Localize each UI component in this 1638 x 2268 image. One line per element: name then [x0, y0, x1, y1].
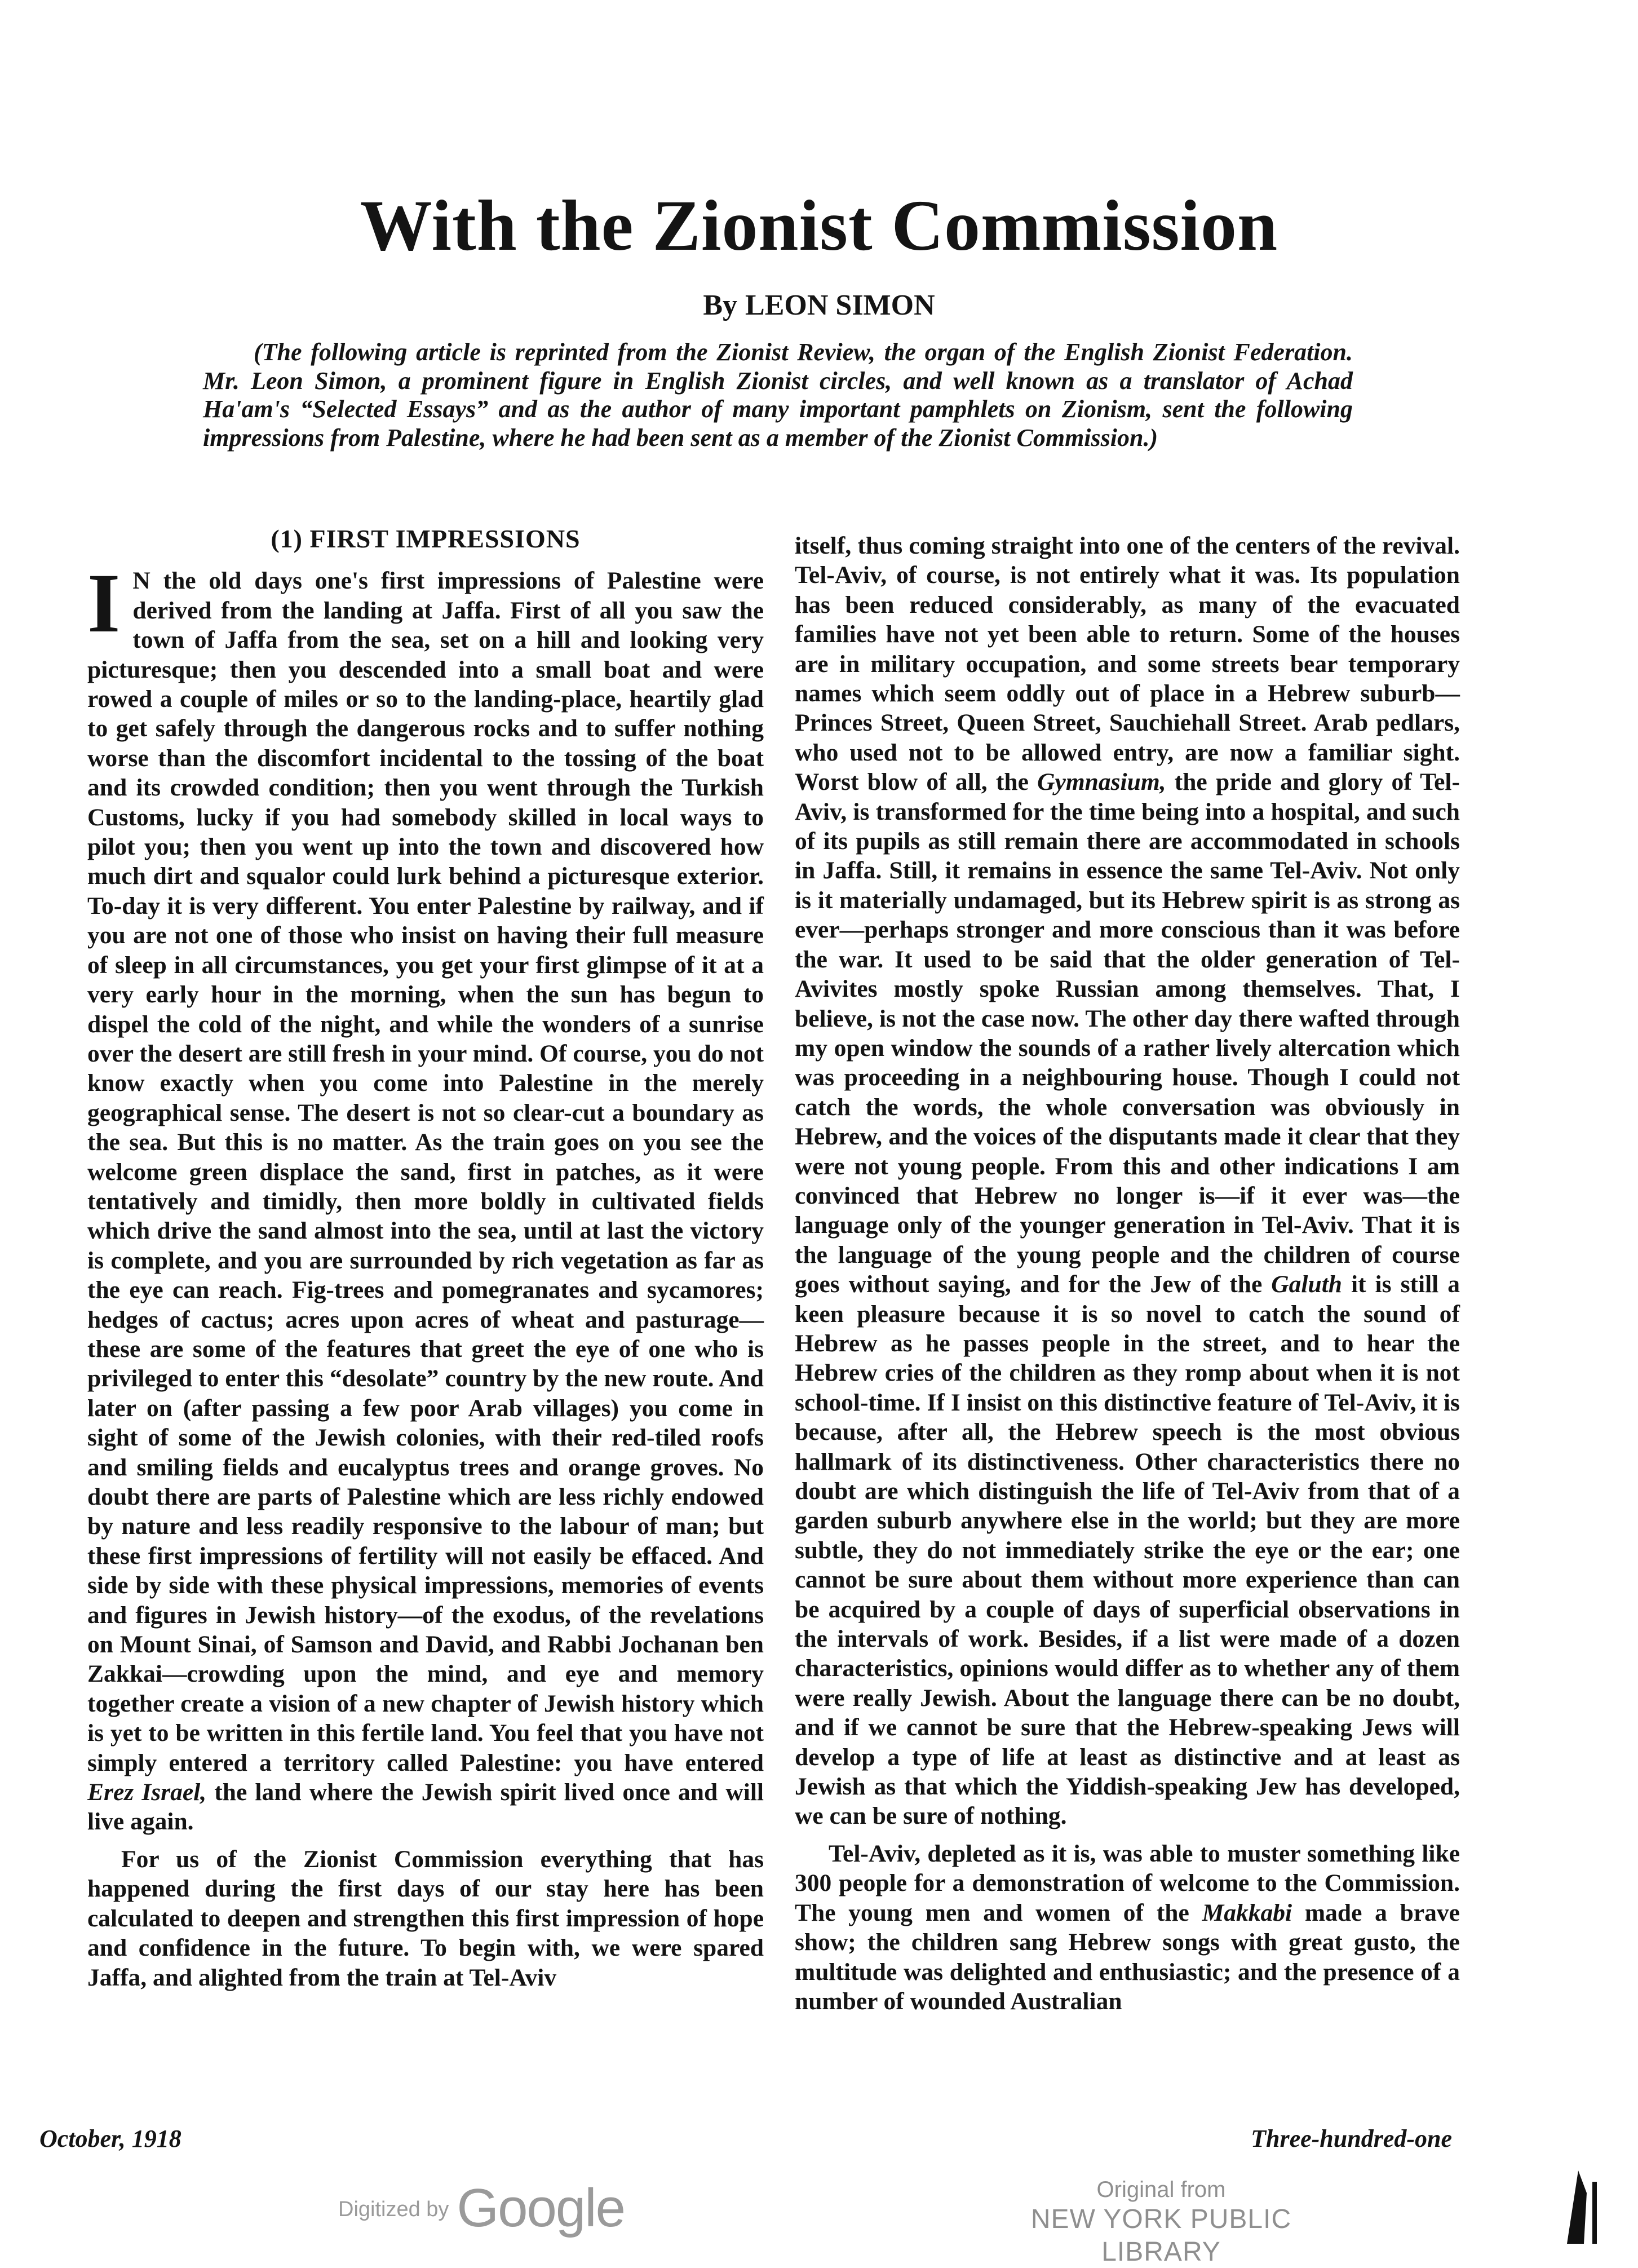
- paragraph-text: Tel-Aviv, depleted as it is, was able to muster something like 300 people for a demonstration of welcome to the Commission. The young men and women of the: [795, 1840, 1460, 1926]
- paragraph-text: made a brave show; the children sang Hebrew songs with great gusto, the multitude was delighted and enthusiastic; and the presence of a number of wounded Australian: [795, 1899, 1460, 2015]
- google-logo: Google: [457, 2178, 625, 2238]
- left-column: [87, 524, 764, 1992]
- paragraph-text: the pride and glory of Tel-Aviv, is transformed for the time being into a hospital, and such of its pupils as still remain there are accommodated in schools in Jaffa. Still, it remains in essence the same Tel-Aviv. Not only is it materially undamaged, but its Hebrew spirit is as strong as ever—perhaps stronger and more conscious than it was before the war. It used to be said that the older generation of Tel-Avivites mostly spoke Russian among themselves. That, I believe, is not the case now. The other day there wafted through my open window the sounds of a rather lively altercation which was proceeding in a neighbouring house. Though I could not catch the words, the whole conversation was obviously in Hebrew, and the voices of the disputants made it clear that they were not young people. From this and other indications I am convinced that Hebrew no longer is—if it ever was—the language only of the younger generation in Tel-Aviv. That it is the language of the young people and the children of course goes without saying, and for the Jew of the: [795, 768, 1460, 1298]
- italic-term: Erez Israel,: [87, 1779, 207, 1806]
- italic-term: Galuth: [1271, 1271, 1342, 1298]
- paragraph: [87, 556, 764, 1836]
- paragraph: [795, 1839, 1460, 2016]
- footer-date: October, 1918: [39, 2125, 181, 2152]
- byline: [0, 289, 1638, 322]
- editorial-introduction: (The following article is reprinted from the Zionist Review, the organ of the English Zionist Federation. Mr. Leon Simon, a prominent figure in English Zionist circles, and well known as a translator of Achad Ha'am's “Selected Essays” and as the author of many important pamphlets on Zionism, sent the following impressions from Palestine, where he had been sent as a member of the Zionist Commission.): [203, 338, 1353, 452]
- byline-author: LEON SIMON: [745, 289, 935, 321]
- paragraph-text: it is still a keen pleasure because it is so novel to catch the sound of Hebrew as he passes people in the street, and to hear the Hebrew cries of the children as they romp about when it is not school-time. If I insist on this distinctive feature of Tel-Aviv, it is because, after all, the Hebrew speech is the most obvious hallmark of its distinctiveness. Other characteristics there no doubt are which distinguish the life of Tel-Aviv from that of a garden suburb anywhere else in the world; but they are more subtle, they do not immediately strike the eye or the ear; one cannot be sure about them without more experience than can be acquired by a couple of days of superficial observations in the intervals of work. Besides, if a list were made of a dozen characteristics, opinions would differ as to whether any of them were really Jewish. About the language there can be no doubt, and if we cannot be sure that the Hebrew-speaking Jews will develop a type of life at least as distinctive and at least as Jewish as that which the Yiddish-speaking Jew has developed, we can be sure of nothing.: [795, 1271, 1460, 1830]
- section-heading: (1) FIRST IMPRESSIONS: [271, 524, 581, 553]
- paragraph-text: the land where the Jewish spirit lived once and will live again.: [87, 1779, 764, 1836]
- right-column: [795, 531, 1460, 2016]
- paragraph-text: N the old days one's first impressions of Palestine were derived from the landing at Jaffa. First of all you saw the town of Jaffa from the sea, set on a hill and looking very picturesque; then you descended into a small boat and were rowed a couple of miles or so to the landing-place, heartily glad to get safely through the dangerous rocks and to suffer nothing worse than the discomfort incidental to the tossing of the boat and its crowded condition; then you went through the Turkish Customs, lucky if you had somebody skilled in local ways to pilot you; then you went up into the town and discovered how much dirt and squalor could lurk behind a picturesque exterior. To-day it is very different. You enter Palestine by railway, and if you are not one of those who insist on having their full measure of sleep in all circumstances, you get your first glimpse of it at a very early hour in the morning, when the sun has begun to dispel the cold of the night, and while the wonders of a sunrise over the desert are still fresh in your mind. Of course, you do not know exactly when you come into Palestine in the merely geographical sense. The desert is not so clear-cut a boundary as the sea. But this is no matter. As the train goes on you see the welcome green displace the sand, first in patches, as it were tentatively and timidly, then more boldly in cultivated fields which drive the sand almost into the sea, until at last the victory is complete, and you are surrounded by rich vegetation as far as the eye can reach. Fig-trees and pomegranates and sycamores; hedges of cactus; acres upon acres of wheat and pasturage—these are some of the features that greet the eye of one who is privileged to enter this “desolate” country by the new route. And later on (after passing a few poor Arab villages) you come in sight of some of the Jewish colonies, with their red-tiled roofs and smiling fields and eucalyptus trees and orange groves. No doubt there are parts of Palestine which are less richly endowed by nature and less readily responsive to the labour of man; but these first impressions of fertility will not easily be effaced. And side by side with these physical impressions, memories of events and figures in Jewish history—of the exodus, of the revelations on Mount Sinai, of Samson and David, and Rabbi Jochanan ben Zakkai—crowding upon the mind, and eye and memory together create a vision of a new chapter of Jewish history which is yet to be written in this fertile land. You feel that you have not simply entered a territory called Palestine: you have entered: [87, 567, 764, 1776]
- paragraph: [795, 531, 1460, 1831]
- drop-cap: I: [87, 556, 121, 651]
- digitized-by-watermark: [338, 2177, 625, 2239]
- library-name: NEW YORK PUBLIC LIBRARY: [1030, 2204, 1292, 2267]
- original-from-label: Original from: [1096, 2177, 1226, 2202]
- digitized-by-label: Digitized by: [338, 2198, 449, 2221]
- italic-term: Makkabi: [1202, 1899, 1292, 1926]
- paragraph-text: For us of the Zionist Commission everything that has happened during the first days of our stay here has been calculated to deepen and strengthen this first impression of hope and confidence in the future. To begin with, we were spared Jaffa, and alighted from the train at Tel-Aviv: [87, 1845, 764, 1991]
- paragraph-text: itself, thus coming straight into one of the centers of the revival. Tel-Aviv, of course, is not entirely what it was. Its population has been reduced considerably, as many of the evacuated families have not yet been able to return. Some of the houses are in military occupation, and some streets bear temporary names which seem oddly out of place in a Hebrew suburb—Princes Street, Queen Street, Sauchiehall Street. Arab pedlars, who used not to be allowed entry, are now a familiar sight. Worst blow of all, the: [795, 532, 1460, 796]
- italic-term: Gymnasium,: [1037, 768, 1166, 796]
- byline-prefix: By: [703, 289, 738, 321]
- scan-edge-mark-icon: [1561, 2159, 1606, 2249]
- footer-page-number: Three-hundred-one: [1251, 2125, 1452, 2152]
- library-watermark: [981, 2176, 1342, 2268]
- paragraph: [87, 1845, 764, 1992]
- article-title: With the Zionist Commission: [360, 185, 1278, 266]
